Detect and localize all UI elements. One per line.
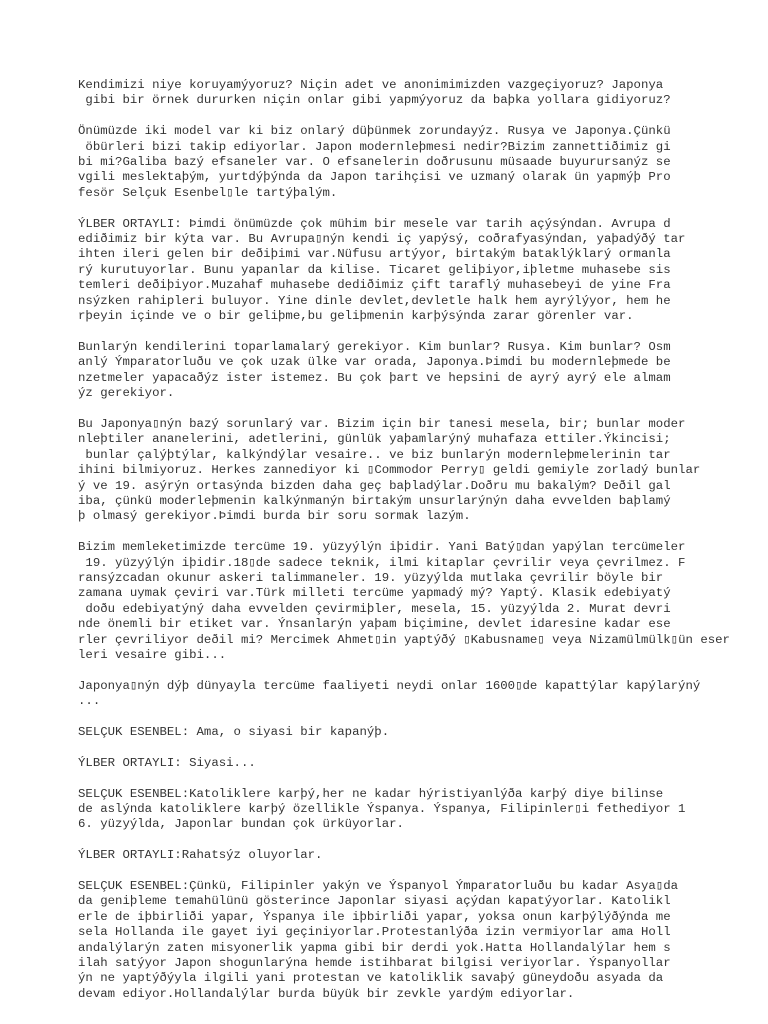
paragraph-esenbel-philippines: SELÇUK ESENBEL:Çünkü, Filipinler yakýn ve Ýspanyol Ýmparatorluðu bu kadar Asya▯da da geniþleme temahülünü gösterince Japonlar siyasi açýdan kapatýyorlar. Katolikl erle de iþbirliði yapar, Ýspanya ile iþbirliði yapar, yoksa onun karþýlýðýnda me sela Hollanda ile gayet iyi geçiniyorlar.Protestanlýða izin vermiyorlar ama Holl andalýlarýn zaten misyonerlik yapma gibi bir derdi yok.Hatta Hollandalýlar hem s ilah satýyor Japon shogunlarýna hemde istihbarat bilgisi veriyorlar. Ýspanyollar ýn ne yaptýðýyla ilgili yani protestan ve katoliklik savaþý güneydoðu asyada da devam ediyor.Hollandalýlar burda büyük bir zevkle yardým ediyorlar. <box>78 878 679 1001</box>
paragraph-ortayli-disturbed: ÝLBER ORTAYLI:Rahatsýz oluyorlar. <box>78 848 323 863</box>
paragraph-japan-translation: Japonya▯nýn dýþ dünyayla tercüme faaliyeti neydi onlar 1600▯de kapattýlar kapýlarýný ... <box>78 678 701 709</box>
paragraph-ortayli-europe: ÝLBER ORTAYLI: Þimdi önümüzde çok mühim bir mesele var tarih açýsýndan. Avrupa d ediðimiz bir kýta var. Bu Avrupa▯nýn kendi iç yapýsý, coðrafyasýndan, yaþadýðý tar ihten ileri gelen bir deðiþimi var.Nüfusu artýyor, birtakým bataklýklarý ormanla rý kurutuyorlar. Bunu yapanlar da kilise. Ticaret geliþiyor,iþletme muhasebe sis temleri deðiþiyor.Muzahaf muhasebe dediðimiz çift taraflý muhasebeyi de yine Fra nsýzken rahipleri buluyor. Yine dinle devlet,devletle halk hem ayrýlýyor, hem he rþeyin içinde ve o bir geliþme,bu geliþmenin karþýsýnda zarar görenler var. <box>78 216 686 324</box>
paragraph-who-are-they: Bunlarýn kendilerini toparlamalarý gerekiyor. Kim bunlar? Rusya. Kim bunlar? Osm anlý Ýmparatorluðu ve çok uzak ülke var orada, Japonya.Þimdi bu modernleþmede be nzetmeler yapacaðýz ister istemez. Bu çok þart ve hepsini de ayrý ayrý ele almam ýz gerekiyor. <box>78 339 671 401</box>
document-page <box>78 78 758 1018</box>
paragraph-translation-history: Bizim memleketimizde tercüme 19. yüzyýlýn iþidir. Yani Batý▯dan yapýlan tercümeler 19. yüzyýlýn iþidir.18▯de sadece teknik, ilmi kitaplar çevrilir veya çevrilmez. F ransýzcadan okunur askeri talimmaneler. 19. yüzyýlda mutlaka çevrilir böyle bir zamana uymak çeviri var.Türk milleti tercüme yapmadý mý? Yaptý. Klasik edebiyatý doðu edebiyatýný daha evvelden çevirmiþler, mesela, 15. yüzyýlda 2. Murat devri nde önemli bir etiket var. Ýnsanlarýn yaþam biçimine, devlet idaresine kadar ese rler çevriliyor deðil mi? Mercimek Ahmet▯in yaptýðý ▯Kabusname▯ veya Nizamülmülk▯ün eser leri vesaire gibi... <box>78 540 730 662</box>
paragraph-japan-problems: Bu Japonya▯nýn bazý sorunlarý var. Bizim için bir tanesi mesela, bir; bunlar moder nleþtiler ananelerini, adetlerini, günlük yaþamlarýný muhafaza ettiler.Ýkincisi; bunlar çalýþtýlar, kalkýndýlar vesaire.. ve biz bunlarýn modernleþmelerinin tar ihini bilmiyoruz. Herkes zannediyor ki ▯Commodor Perry▯ geldi gemiyle zorladý bunlar ý ve 19. asýrýn ortasýnda bizden daha geç baþladýlar.Doðru mu bakalým? Deðil gal iba, çünkü moderleþmenin kalkýnmanýn birtakým unsurlarýnýn daha evvelden baþlamý þ olmasý gerekiyor.Þimdi burda bir soru sormak lazým. <box>78 416 701 524</box>
paragraph-esenbel-catholics: SELÇUK ESENBEL:Katoliklere karþý,her ne kadar hýristiyanlýða karþý diye bilinse de aslýnda katoliklere karþý özellikle Ýspanya. Ýspanya, Filipinler▯i fethediyor 1 6. yüzyýlda, Japonlar bundan çok ürküyorlar. <box>78 786 686 832</box>
paragraph-ortayli-political: ÝLBER ORTAYLI: Siyasi... <box>78 755 256 770</box>
paragraph-esenbel-political: SELÇUK ESENBEL: Ama, o siyasi bir kapanýþ. <box>78 724 390 739</box>
paragraph-two-models: Önümüzde iki model var ki biz onlarý düþünmek zorundayýz. Rusya ve Japonya.Çünkü öbürleri bizi takip ediyorlar. Japon modernleþmesi nedir?Bizim zannettiðimiz gi bi mi?Galiba bazý efsaneler var. O efsanelerin doðrusunu müsaade buyurursanýz se vgili meslektaþým, yurtdýþýnda da Japon tarihçisi ve uzmaný olarak ün yapmýþ Pro fesör Selçuk Esenbel▯le tartýþalým. <box>78 124 671 200</box>
paragraph-intro-question: Kendimizi niye koruyamýyoruz? Niçin adet ve anonimimizden vazgeçiyoruz? Japonya gibi bir örnek dururken niçin onlar gibi yapmýyoruz da baþka yollara gidiyoruz? <box>78 78 671 108</box>
